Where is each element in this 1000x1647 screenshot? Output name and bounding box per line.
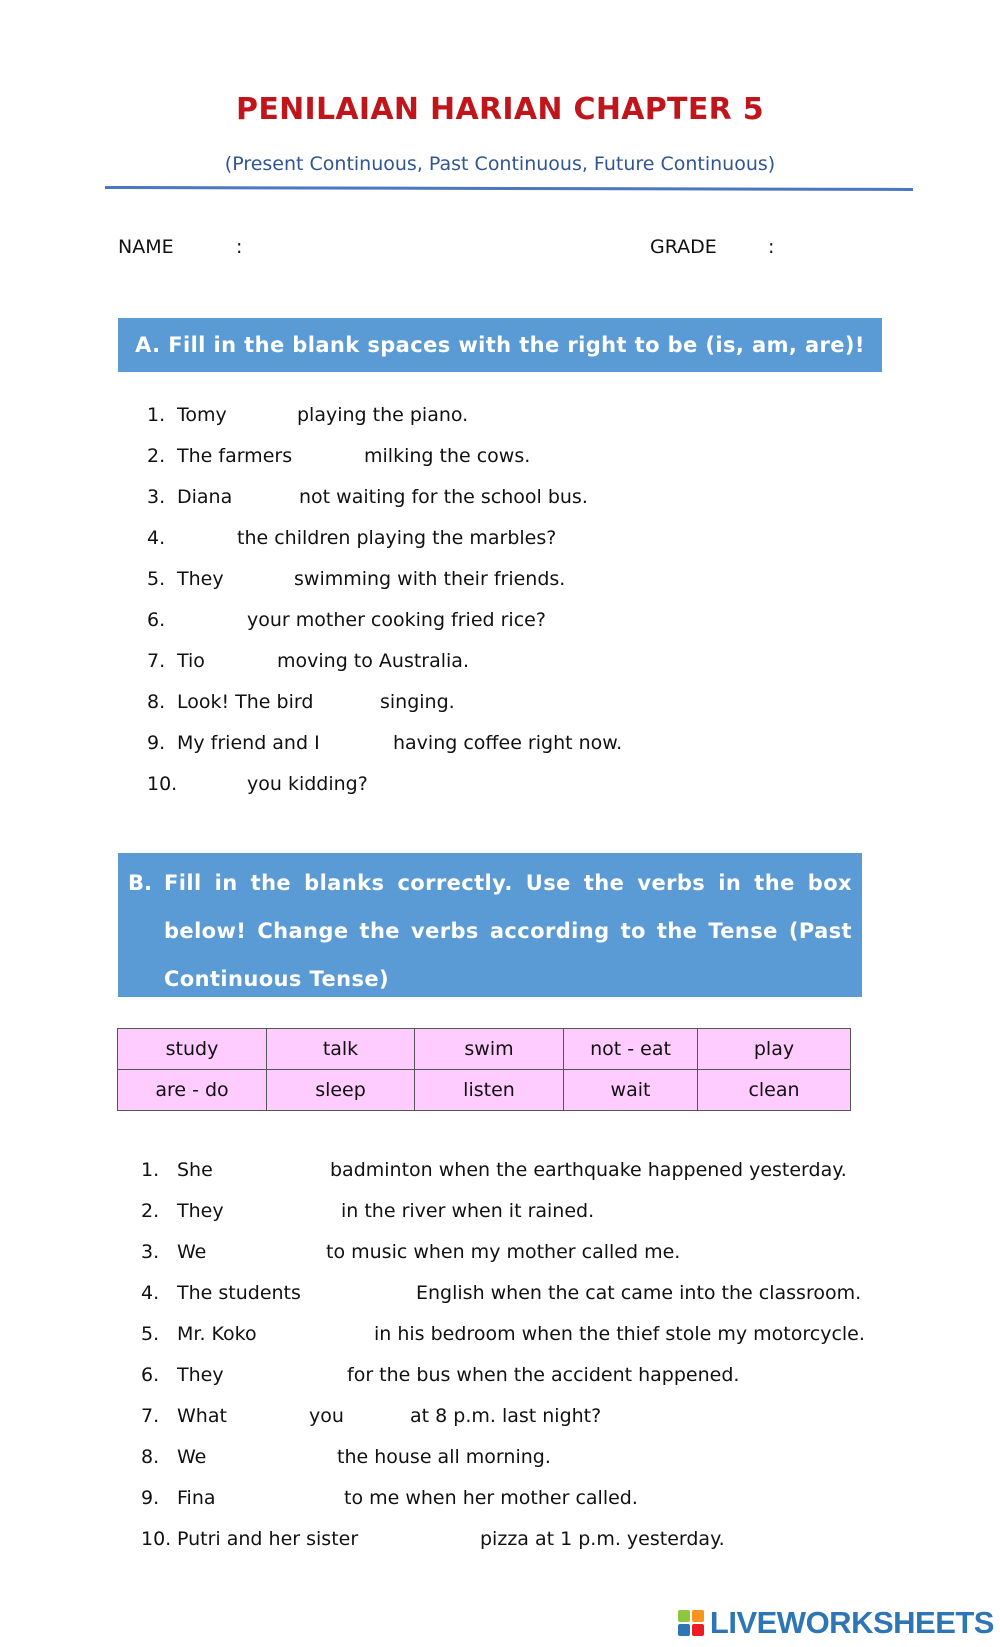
item-predicate: the house all morning. — [337, 1446, 551, 1468]
item-predicate: at 8 p.m. last night? — [410, 1405, 602, 1427]
verb-cell: play — [698, 1029, 851, 1070]
verb-cell: talk — [267, 1029, 415, 1070]
item-subject: Putri and her sister — [177, 1528, 359, 1550]
item-number: 4. — [147, 527, 166, 549]
item-predicate: in the river when it rained. — [341, 1200, 595, 1222]
item-subject: Mr. Koko — [177, 1323, 257, 1345]
section-b-heading — [118, 853, 862, 997]
verb-box-row — [118, 1029, 851, 1070]
verb-cell: sleep — [267, 1070, 415, 1111]
item-predicate: in his bedroom when the thief stole my motorcycle. — [374, 1323, 865, 1345]
item-number: 10. — [141, 1528, 172, 1550]
item-number: 10. — [147, 773, 178, 795]
item-number: 8. — [147, 691, 166, 713]
item-subject: My friend and I — [177, 732, 320, 754]
section-b-instructions: Fill in the blanks correctly. Use the verbs in the box below! Change the verbs according to the Tense (Past Continuous Tense) — [164, 871, 852, 991]
verb-cell: swim — [415, 1029, 564, 1070]
item-predicate: your mother cooking fried rice? — [247, 609, 546, 631]
item-predicate: swimming with their friends. — [294, 568, 566, 590]
item-number: 6. — [147, 609, 166, 631]
liveworksheets-logo-icon — [677, 1609, 707, 1637]
item-subject: She — [177, 1159, 213, 1181]
item-predicate: the children playing the marbles? — [237, 527, 557, 549]
item-subject: They — [177, 1364, 224, 1386]
item-predicate: to me when her mother called. — [344, 1487, 638, 1509]
item-predicate: to music when my mother called me. — [326, 1241, 681, 1263]
item-subject: We — [177, 1446, 207, 1468]
item-subject: Look! The bird — [177, 691, 314, 713]
item-number: 7. — [141, 1405, 160, 1427]
item-number: 9. — [141, 1487, 160, 1509]
grade-colon: : — [768, 236, 775, 258]
item-predicate: moving to Australia. — [277, 650, 469, 672]
item-number: 1. — [147, 404, 166, 426]
name-label: NAME — [118, 236, 174, 258]
item-predicate: for the bus when the accident happened. — [347, 1364, 740, 1386]
item-predicate: you kidding? — [247, 773, 368, 795]
item-number: 8. — [141, 1446, 160, 1468]
item-predicate: singing. — [380, 691, 455, 713]
item-subject: Diana — [177, 486, 233, 508]
title-divider — [105, 186, 913, 191]
section-b-letter: B. — [128, 871, 152, 895]
item-subject: Tio — [177, 650, 205, 672]
logo-text: LIVEWORKSHEETS — [709, 1605, 994, 1640]
list-item — [147, 773, 368, 861]
item-number: 6. — [141, 1364, 160, 1386]
verb-cell: not - eat — [564, 1029, 698, 1070]
section-a-heading: A. Fill in the blank spaces with the right to be (is, am, are)! — [118, 318, 882, 372]
name-colon: : — [236, 236, 243, 258]
item-subject: They — [177, 1200, 224, 1222]
page-subtitle: (Present Continuous, Past Continuous, Future Continuous) — [224, 153, 776, 175]
verb-cell: study — [118, 1029, 267, 1070]
item-predicate: having coffee right now. — [393, 732, 623, 754]
item-middle: you — [309, 1405, 344, 1427]
item-subject: They — [177, 568, 224, 590]
page-title: PENILAIAN HARIAN CHAPTER 5 — [236, 92, 764, 127]
item-number: 5. — [141, 1323, 160, 1345]
verb-cell: wait — [564, 1070, 698, 1111]
item-number: 3. — [141, 1241, 160, 1263]
verb-box-row — [118, 1070, 851, 1111]
item-predicate: milking the cows. — [364, 445, 531, 467]
item-predicate: English when the cat came into the classroom. — [416, 1282, 862, 1304]
item-number: 5. — [147, 568, 166, 590]
verb-cell: clean — [698, 1070, 851, 1111]
list-item — [141, 1528, 725, 1616]
item-predicate: pizza at 1 p.m. yesterday. — [480, 1528, 725, 1550]
item-number: 3. — [147, 486, 166, 508]
item-number: 1. — [141, 1159, 160, 1181]
item-subject: What — [177, 1405, 227, 1427]
verb-cell: are - do — [118, 1070, 267, 1111]
item-number: 9. — [147, 732, 166, 754]
item-subject: Tomy — [177, 404, 227, 426]
item-number: 4. — [141, 1282, 160, 1304]
item-subject: The students — [177, 1282, 301, 1304]
item-predicate: badminton when the earthquake happened yesterday. — [330, 1159, 847, 1181]
item-number: 7. — [147, 650, 166, 672]
item-subject: The farmers — [177, 445, 293, 467]
liveworksheets-logo — [677, 1607, 994, 1639]
verb-cell: listen — [415, 1070, 564, 1111]
item-predicate: playing the piano. — [297, 404, 469, 426]
item-predicate: not waiting for the school bus. — [299, 486, 588, 508]
item-subject: Fina — [177, 1487, 216, 1509]
grade-label: GRADE — [650, 236, 717, 258]
item-number: 2. — [141, 1200, 160, 1222]
verb-box — [117, 1028, 851, 1111]
item-number: 2. — [147, 445, 166, 467]
item-subject: We — [177, 1241, 207, 1263]
